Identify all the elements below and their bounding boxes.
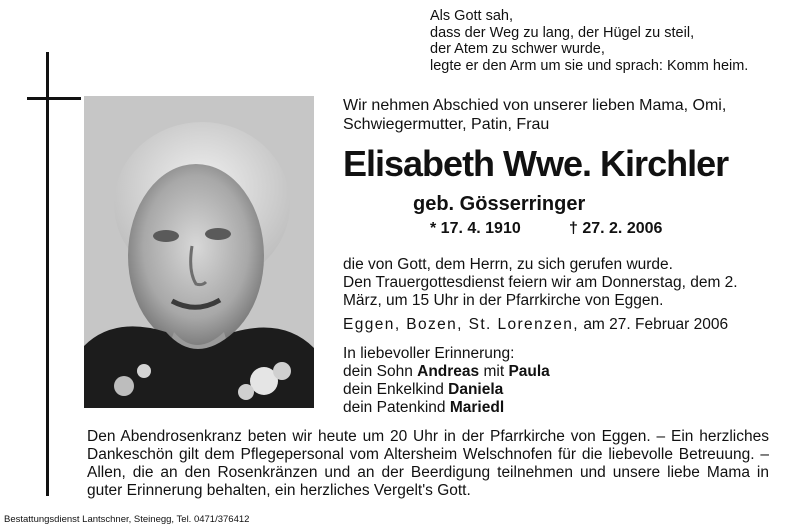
birth-name: geb. Gösserringer [413,193,586,215]
death-date: † 27. 2. 2006 [569,220,663,237]
mourner-name: Andreas [417,363,480,380]
relation-label: dein Sohn [343,363,418,380]
mourner-line [343,363,550,381]
memory-heading: In liebevoller Erinnerung: [343,345,515,362]
mourner-name: Paula [508,363,550,380]
place-date-line [343,316,728,334]
intro-line: Wir nehmen Abschied von unserer lieben Mama, Omi, [343,97,727,114]
mourner-name: Daniela [448,381,504,398]
poem-line: der Atem zu schwer wurde, [430,41,605,57]
mourner-line [343,381,550,399]
poem-line: legte er den Arm um sie und sprach: Komm heim. [430,57,749,74]
places: Eggen, Bozen, St. Lorenzen, [343,316,579,333]
poem-line: Als Gott sah, [430,8,514,24]
poem-line: dass der Weg zu lang, der Hügel zu steil, [430,24,695,41]
announcement-text [343,256,773,310]
portrait-photo [84,96,314,408]
poem [430,8,748,74]
funeral-service-credit: Bestattungsdienst Lantschner, Steinegg, Tel. 0471/376412 [4,514,250,525]
funeral-service-text: Den Trauergottesdienst feiern wir am Donnerstag, dem 2. März, um 15 Uhr in der Pfarrkirche von Eggen. [343,274,738,309]
deceased-name: Elisabeth Wwe. Kirchler [343,143,729,184]
intro-text [343,96,783,134]
announcement-line: die von Gott, dem Herrn, zu sich gerufen wurde. [343,256,673,273]
intro-line: Schwiegermutter, Patin, Frau [343,116,550,133]
mourner-line [343,399,550,417]
mourners-list [343,345,550,417]
birth-date: * 17. 4. 1910 [430,220,521,237]
mourner-name: Mariedl [449,399,505,416]
closing-text: Den Abendrosenkranz beten wir heute um 20 Uhr in der Pfarrkirche von Eggen. – Ein herzliches Dankeschön gilt dem Pflegepersonal vom Altersheim Welschnofen für die liebevolle Betreuung. – Allen, die an den Rosenkränzen und an der Beerdigung teilnehmen und unsere liebe Mama in guter Erinnerung behalten, ein herzliches Vergelt's Gott. [87,428,769,499]
relation-connector: mit [479,363,509,380]
life-dates [430,220,663,238]
notice-date: am 27. Februar 2006 [583,316,729,333]
relation-label: dein Patenkind [343,399,450,416]
relation-label: dein Enkelkind [343,381,449,398]
